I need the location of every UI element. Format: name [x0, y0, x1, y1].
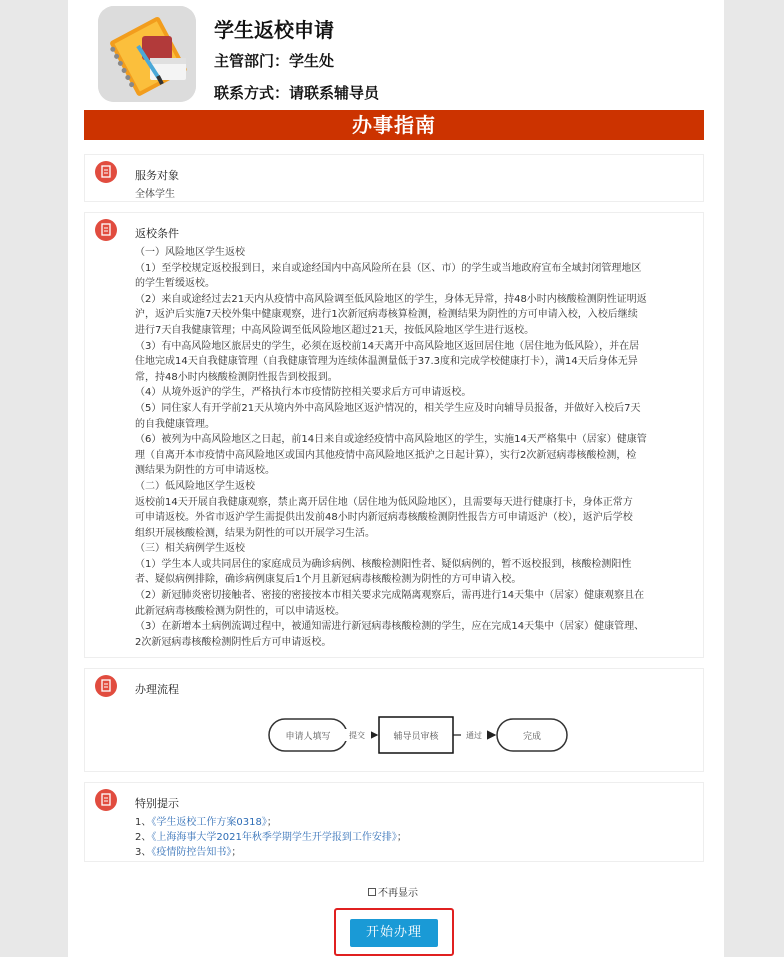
condition-line: （1）学生本人或共同居住的家庭成员为确诊病例、核酸检测阳性者、疑似病例的，暂不返校报到，核酸检测阳性: [135, 558, 632, 570]
document-icon: [95, 789, 117, 811]
condition-line: 理（自离开本市疫情中高风险地区或国内其他疫情中高风险地区抵沪之日起计算），实行2次新冠病毒核酸检测，检: [135, 449, 637, 461]
condition-line: 可申请返校。外省市返沪学生需提供出发前48小时内新冠病毒核酸检测阴性报告方可申请返沪（校），返沪后学校: [135, 512, 633, 524]
condition-line: （二）低风险地区学生返校: [135, 480, 255, 492]
condition-line: （5）同住家人有开学前21天从境内外中高风险地区返沪情况的，相关学生应及时向辅导员报备，并做好入校后7天: [135, 402, 641, 414]
condition-line: （3）在新增本土病例流调过程中，被通知需进行新冠病毒核酸检测的学生，应在完成14天集中（居家）健康管理、: [135, 621, 645, 633]
special-notes-list: [135, 815, 693, 860]
process-title: 办理流程: [135, 683, 179, 696]
condition-line: 测结果为阴性的方可申请返校。: [135, 465, 275, 477]
condition-line: 返校前14天开展自我健康观察，禁止离开居住地（居住地为低风险地区），且需要每天进行健康打卡，身体正常方: [135, 496, 633, 508]
document-icon: [95, 161, 117, 183]
special-notes-title: 特别提示: [135, 797, 179, 810]
start-button-highlight: [334, 908, 454, 956]
list-item: [135, 830, 693, 845]
return-conditions-card: [84, 212, 704, 658]
condition-line: 2次新冠病毒核酸检测阴性后方可申请返校。: [135, 636, 332, 648]
list-item: [135, 815, 693, 830]
return-conditions-text: [135, 245, 693, 650]
condition-line: 住地完成14天自我健康管理（自我健康管理为连续体温测量低于37.3度和完成学校健康打卡），满14天后身体无异: [135, 356, 638, 368]
hint-index: 1、: [135, 817, 152, 828]
hint-suffix: ；: [396, 832, 407, 843]
condition-line: 此新冠病毒核酸检测为阴性的，可以申请返校。: [135, 605, 345, 617]
page: [68, 0, 724, 957]
condition-line: 进行7天自我健康管理；中高风险调至低风险地区超过21天，按低风险地区学生进行返校。: [135, 324, 535, 336]
process-card: [84, 668, 704, 772]
condition-line: （1）至学校规定返校报到日，来自或途经国内中高风险所在县（区、市）的学生或当地政府宣布全域封闭管理地区: [135, 262, 642, 274]
service-target-value: 全体学生: [135, 189, 175, 200]
condition-line: 组织开展核酸检测，结果为阴性的可以开展学习生活。: [135, 527, 375, 539]
header: [98, 6, 698, 106]
flow-step-review-label: 辅导员审核: [393, 732, 439, 742]
start-button[interactable]: 开始办理: [350, 919, 438, 947]
condition-line: （3）有中高风险地区旅居史的学生，必须在返校前14天离开中高风险地区返回居住地（居住地为低风险），并在居: [135, 340, 640, 352]
condition-line: （2）新冠肺炎密切接触者、密接的密接按本市相关要求完成隔离观察后，需再进行14天集中（居家）健康观察且在: [135, 590, 645, 602]
condition-line: 者、疑似病例排除，确诊病例康复后1个月且新冠病毒核酸检测为阴性的方可申请入校。: [135, 574, 522, 586]
flow-step-apply-label: 申请人填写: [285, 732, 331, 742]
list-item: [135, 845, 693, 860]
condition-line: （2）来自或途经过去21天内从疫情中高风险调至低风险地区的学生，身体无异常，持48小时内核酸检测阴性证明返: [135, 293, 647, 305]
condition-line: （一）风险地区学生返校: [135, 247, 245, 258]
condition-line: （4）从境外返沪的学生，严格执行本市疫情防控相关要求后方可申请返校。: [135, 387, 472, 399]
service-target-card: [84, 154, 704, 202]
condition-line: （三）相关病例学生返校: [135, 543, 245, 555]
document-icon: [95, 219, 117, 241]
no-show-label: 不再显示: [378, 888, 418, 899]
flow-edge-pass-label: 通过: [466, 731, 482, 740]
hint-index: 2、: [135, 832, 152, 843]
hint-link-registration[interactable]: 《上海海事大学2021年秋季学期学生开学报到工作安排》: [151, 832, 397, 843]
hint-suffix: ；: [231, 847, 242, 858]
hint-link-return-plan[interactable]: 《学生返校工作方案0318》: [151, 817, 267, 828]
service-target-title: 服务对象: [135, 169, 179, 182]
guide-banner: 办事指南: [84, 110, 704, 140]
no-show-checkbox[interactable]: [368, 884, 418, 899]
condition-line: 常，持48小时内核酸检测阴性报告到校报到。: [135, 371, 338, 383]
hint-link-notice[interactable]: 《疫情防控告知书》: [151, 847, 232, 858]
notebook-pencil-icon: [98, 6, 196, 102]
process-flowchart: [85, 669, 705, 773]
department-label: 主管部门：学生处: [214, 52, 335, 70]
condition-line: （6）被列为中高风险地区之日起，前14日来自或途经疫情中高风险地区的学生，实施14天严格集中（居家）健康管: [135, 434, 647, 446]
return-conditions-title: 返校条件: [135, 227, 179, 240]
checkbox-box[interactable]: [368, 888, 376, 896]
hint-suffix: ；: [266, 817, 277, 828]
hint-index: 3、: [135, 847, 152, 858]
special-notes-card: [84, 782, 704, 862]
flow-step-done-label: 完成: [522, 732, 542, 742]
flow-edge-submit-label: 提交: [349, 731, 365, 740]
condition-line: 的自我健康管理。: [135, 418, 215, 430]
contact-label: 联系方式：请联系辅导员: [214, 84, 380, 102]
condition-line: 沪，返沪后实施7天校外集中健康观察，进行1次新冠病毒核算检测，检测结果为阴性的方可申请入校，入校后继续: [135, 309, 638, 321]
page-title: 学生返校申请: [214, 18, 334, 42]
condition-line: 的学生暂缓返校。: [135, 278, 215, 290]
